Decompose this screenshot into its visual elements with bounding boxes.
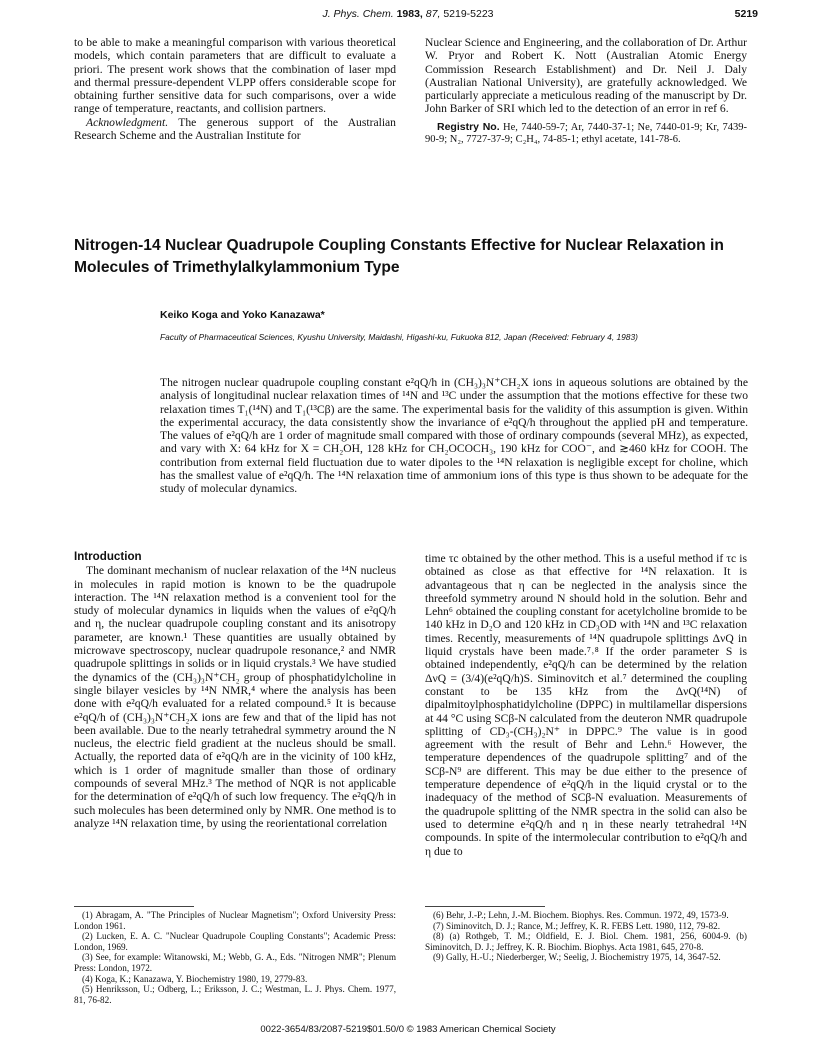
footnote-rule-left [74, 906, 194, 907]
acknowledgment-text-left: The generous support of the Australian Research Scheme and the Australian Institute for [74, 115, 396, 143]
intro-paragraph-left: The dominant mechanism of nuclear relaxation of the ¹⁴N nucleus in molecules in rapid motion is known to be the quadrupole interaction. The ¹⁴N relaxation method is a convenient tool for the study of molecular dynamics in liquids when the values of e²qQ/h and η, the nuclear quadrupole coupling constant and its anisotropy parameter, are known.¹ These quantities are usually obtained by microwave spectroscopy, nuclear quadrupole resonance,² and NMR quadrupole splittings in solids or in liquid crystals.³ We have studied the dynamics of the (CH₃)₃N⁺CH₂ group of phosphatidylcholine in single bilayer vesicles by ¹⁴N NMR,⁴ where the analysis has been done with e²qQ/h evaluated for a related compound.⁵ It is because e²qQ/h of (CH₃)₃N⁺CH₂X ions are few and that of the lipid has not been available. Due to the nearly tetrahedral symmetry around the N nucleus, the electric field gradient at the nucleus should be small. Actually, the reported data of e²qQ/h are in the vicinity of 100 kHz, which is 1 order of magnitude smaller than those of ordinary compounds of several MHz.³ The method of NQR is not applicable for the determination of e²qQ/h of such low frequency. The e²qQ/h in such molecules has been determined only by NMR. One method is to analyze ¹⁴N relaxation time, by using the reorientational correlation [74, 564, 396, 830]
article-affiliation: Faculty of Pharmaceutical Sciences, Kyushu University, Maidashi, Higashi-ku, Fukuoka 812, Japan (Received: February 4, 1983) [160, 332, 638, 342]
acknowledgment-left [74, 116, 396, 143]
footnote-item: (2) Lucken, E. A. C. "Nuclear Quadrupole Coupling Constants"; Academic Press: London, 1969. [74, 931, 396, 952]
page-number: 5219 [734, 8, 758, 20]
article-abstract: The nitrogen nuclear quadrupole coupling constant e²qQ/h in (CH₃)₃N⁺CH₂X ions in aqueous solutions are obtained by the analysis of longitudinal nuclear relaxation times of ¹⁴N and ¹³C under the assumption that the motions effective for these two relaxation times T₁(¹⁴N) and T₁(¹³Cβ) are the same. The experimental basis for the validity of this assumption is given. Within the experimental accuracy, the data consistently show the invariance of e²qQ/h throughout the applied pH and temperature. The values of e²qQ/h are 1 order of magnitude small compared with those of ordinary compounds (several MHz), as expected, and vary with X: 64 kHz for X = CH₂OH, 128 kHz for CH₂OCOCH₃, 190 kHz for COO⁻, and ≳460 kHz for COOH. The contribution from external field fluctuation due to water dipoles to the ¹⁴N relaxation is negligible except for choline, which has the smallest value of e²qQ/h. The ¹⁴N relaxation time of ammonium ions of this type is thus shown to be adequate for the study of molecular dynamics. [160, 376, 748, 496]
journal-year: 1983, [396, 8, 423, 20]
registry-numbers [425, 121, 747, 147]
footnote-item: (7) Siminovitch, D. J.; Rance, M.; Jeffrey, K. R. FEBS Lett. 1980, 112, 79-82. [433, 920, 721, 931]
intro-paragraph-right: time τc obtained by the other method. This is a useful method if τc is obtained as close as that effective for ¹⁴N relaxation. It is advantageous that η can be neglected in the analysis since the threefold symmetry around N should hold in the solution. Behr and Lehn⁶ obtained the coupling constant for acetylcholine bromide to be 140 kHz in D₂O and 120 kHz in CD₃OD with ¹⁴N and ¹³C relaxation times. Recently, measurements of ¹⁴N quadrupole splittings ΔνQ in liquid crystals have been made.⁷˒⁸ If the order parameter S is obtained independently, e²qQ/h can be determined by the relation ΔνQ = (3/4)(e²qQ/h)S. Siminovitch et al.⁷ determined the coupling constant to be 135 kHz from the ΔνQ(¹⁴N) of dipalmitoylphosphatidylcholine (DPPC) in multilamellar dispersions at 44 °C using SCβ-N calculated from the deuteron NMR quadrupole splitting of CD₃-(CH₃)₂N⁺ in DPPC.⁹ The value is in good agreement with the result of Behr and Lehn.⁶ However, the temperature dependences of the quadrupole splitting⁷ and of the SCβ-N⁹ are different. This may be due either to the presence of temperature dependence of e²qQ/h in the liquid crystal or to the inadequacy of the method of SCβ-N evaluation. Measurements of the quadrupole splitting of the NMR spectra in the solid can also be used to determine e²qQ/h and η in these nearly tetrahedral ¹⁴N compounds. In spite of the intermolecular contribution to e²qQ/h and η due to [425, 552, 747, 858]
journal-pages: 5219-5223 [443, 8, 494, 20]
footnotes-left [74, 910, 396, 1005]
footnote-item: (6) Behr, J.-P.; Lehn, J.-M. Biochem. Biophys. Res. Commun. 1972, 49, 1573-9. [433, 910, 729, 920]
footnotes-right [425, 910, 747, 963]
journal-volume: 87, [425, 8, 441, 20]
intro-left-column [74, 550, 396, 830]
running-header [0, 8, 816, 20]
footnote-item: (8) (a) Rothgeb, T. M.; Oldfield, E. J. Biol. Chem. 1981, 256, 6004-9. (b) Siminovitch, D. J.; Jeffrey, K. R. Biochim. Biophys. Acta 1981, 645, 270-8. [425, 931, 747, 952]
footnote-item: (9) Gally, H.-U.; Niederberger, W.; Seelig, J. Biochemistry 1975, 14, 3647-52. [433, 952, 721, 963]
registry-label: Registry No. [437, 120, 500, 133]
section-heading-introduction: Introduction [74, 550, 142, 563]
registry-text: He, 7440-59-7; Ar, 7440-37-1; Ne, 7440-01-9; Kr, 7439-90-9; N₂, 7727-37-9; C₂H₄, 74-85-1; ethyl acetate, 141-78-6. [425, 121, 748, 146]
journal-name: J. Phys. Chem. [322, 8, 394, 20]
acknowledgment-label: Acknowledgment. [86, 115, 169, 129]
article-title: Nitrogen-14 Nuclear Quadrupole Coupling Constants Effective for Nuclear Relaxation in Molecules of Trimethylalkylammonium Type [74, 237, 724, 276]
footnote-item: (4) Koga, K.; Kanazawa, Y. Biochemistry 1980, 19, 2779-83. [82, 973, 308, 984]
prev-article-right-column [425, 36, 747, 147]
acknowledgment-text-right: Nuclear Science and Engineering, and the collaboration of Dr. Arthur W. Pryor and Robert K. Nott (Australian Atomic Energy Commission Research Establishment) and Dr. Neil J. Daly (Australian National University), are gratefully acknowledged. We particularly appreciate a meticulous reading of the manuscript by Dr. John Barker of SRI which led to the detection of an error in ref 6. [425, 36, 747, 116]
footnote-item: (5) Henriksson, U.; Odberg, L.; Eriksson, J. C.; Westman, L. J. Phys. Chem. 1977, 81, 76-82. [74, 984, 396, 1005]
page-footer: 0022-3654/83/2087-5219$01.50/0 © 1983 American Chemical Society [260, 1024, 556, 1035]
footnote-item: (1) Abragam, A. "The Principles of Nuclear Magnetism"; Oxford University Press: London 1961. [74, 910, 396, 931]
footnote-rule-right [425, 906, 545, 907]
intro-right-column [425, 552, 747, 858]
prev-article-left-column [74, 36, 396, 142]
footnote-item: (3) See, for example: Witanowski, M.; Webb, G. A., Eds. "Nitrogen NMR"; Plenum Press: London, 1972. [74, 952, 396, 973]
prev-article-conclusion: to be able to make a meaningful comparison with various theoretical models, which contain parameters that are difficult to evaluate a priori. The present work shows that the combination of laser mpd and thermal pressure-dependent VLPP offers considerable scope for obtaining further sensitive data for such comparisons, over a wide range of temperature, reactants, and collision partners. [74, 36, 396, 116]
article-authors: Keiko Koga and Yoko Kanazawa* [160, 309, 325, 321]
